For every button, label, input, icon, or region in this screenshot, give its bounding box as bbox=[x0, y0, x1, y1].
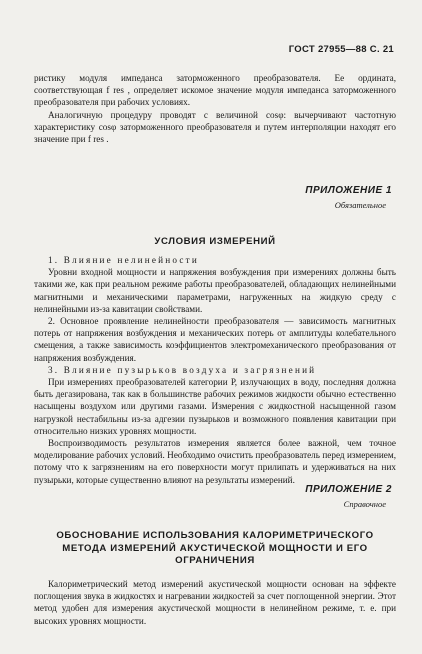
page-header: ГОСТ 27955—88 С. 21 bbox=[288, 44, 394, 55]
appendix-2-status: Справочное bbox=[343, 499, 386, 509]
item-3-text: При измерениях преобразователей категории Р, излучающих в воду, последняя должна быть дегазирована, так как в большинстве рабочих режимов жидкости обычно естественно насыщены воздухом или другими газами. Измерения с жидкостной насыщенной газом нагрузкой нестабильны из-за адгезии пузырьков и возможного появления кавитации при относительно низких уровнях мощности. bbox=[34, 377, 396, 436]
top-text bbox=[34, 72, 396, 145]
appendix-2-title: ПРИЛОЖЕНИЕ 2 bbox=[305, 484, 392, 495]
appendix-1-title: ПРИЛОЖЕНИЕ 1 bbox=[305, 185, 392, 196]
item-3-text-2: Воспроизводимость результатов измерения является более важной, чем точное моделирование рабочих условий. Необходимо очистить преобразователь перед измерением, потому что к загрязнениям на его поверхности могут прилипать и удерживаться на них пузырьки, которые существенно влияют на результаты измерений. bbox=[34, 438, 396, 485]
section-2-title-line-1: ОБОСНОВАНИЕ ИСПОЛЬЗОВАНИЯ КАЛОРИМЕТРИЧЕСКОГО bbox=[56, 530, 374, 541]
section-1-title: УСЛОВИЯ ИЗМЕРЕНИЙ bbox=[154, 236, 276, 247]
section-2-text: Калориметрический метод измерений акустической мощности основан на эффекте поглощения звука в жидкостях и нагревании жидкостей за счет поглощенной энергии. Этот метод удобен для измерения акустической мощности в нелинейном режиме, т. е. при высоких уровнях мощности. bbox=[34, 579, 396, 626]
section-1-body bbox=[34, 254, 396, 486]
top-paragraph-1: ристику модуля импеданса заторможенного преобразователя. Ее ордината, соответствующая f res , определяет искомое значение модуля импеданса заторможенного преобразователя при рабочих условиях. bbox=[34, 73, 396, 108]
section-2-title-line-2: МЕТОДА ИЗМЕРЕНИЙ АКУСТИЧЕСКОЙ МОЩНОСТИ И ЕГО bbox=[62, 542, 368, 554]
section-2-title bbox=[34, 530, 396, 568]
item-3-heading: 3. Влияние пузырьков воздуха и загрязнений bbox=[48, 364, 317, 375]
top-paragraph-2: Аналогичную процедуру проводят с величиной cosφ: вычерчивают частотную характеристику cosφ заторможенного преобразователя и путем интерполяции находят его значение при f res . bbox=[34, 109, 396, 145]
item-1-heading: 1. Влияние нелинейности bbox=[48, 255, 200, 265]
item-2-text: 2. Основное проявление нелинейности преобразователя — зависимость магнитных потерь от напряжения возбуждения и механических потерь от амплитуды колебательного смещения, а также зависимость коэффициентов электромеханического преобразования от напряжения возбуждения. bbox=[34, 316, 396, 363]
item-1-text: Уровни входной мощности и напряжения возбуждения при измерениях должны быть такими же, как при реальном режиме работы преобразователей, обладающих нелинейными магнитными и механическими параметрами, нагруженных на жидкую среду с нелинейными из-за кавитации свойствами. bbox=[34, 267, 396, 314]
section-2-body bbox=[34, 578, 396, 627]
appendix-1-status: Обязательное bbox=[334, 200, 386, 210]
section-2-title-line-3: ОГРАНИЧЕНИЯ bbox=[175, 555, 255, 566]
